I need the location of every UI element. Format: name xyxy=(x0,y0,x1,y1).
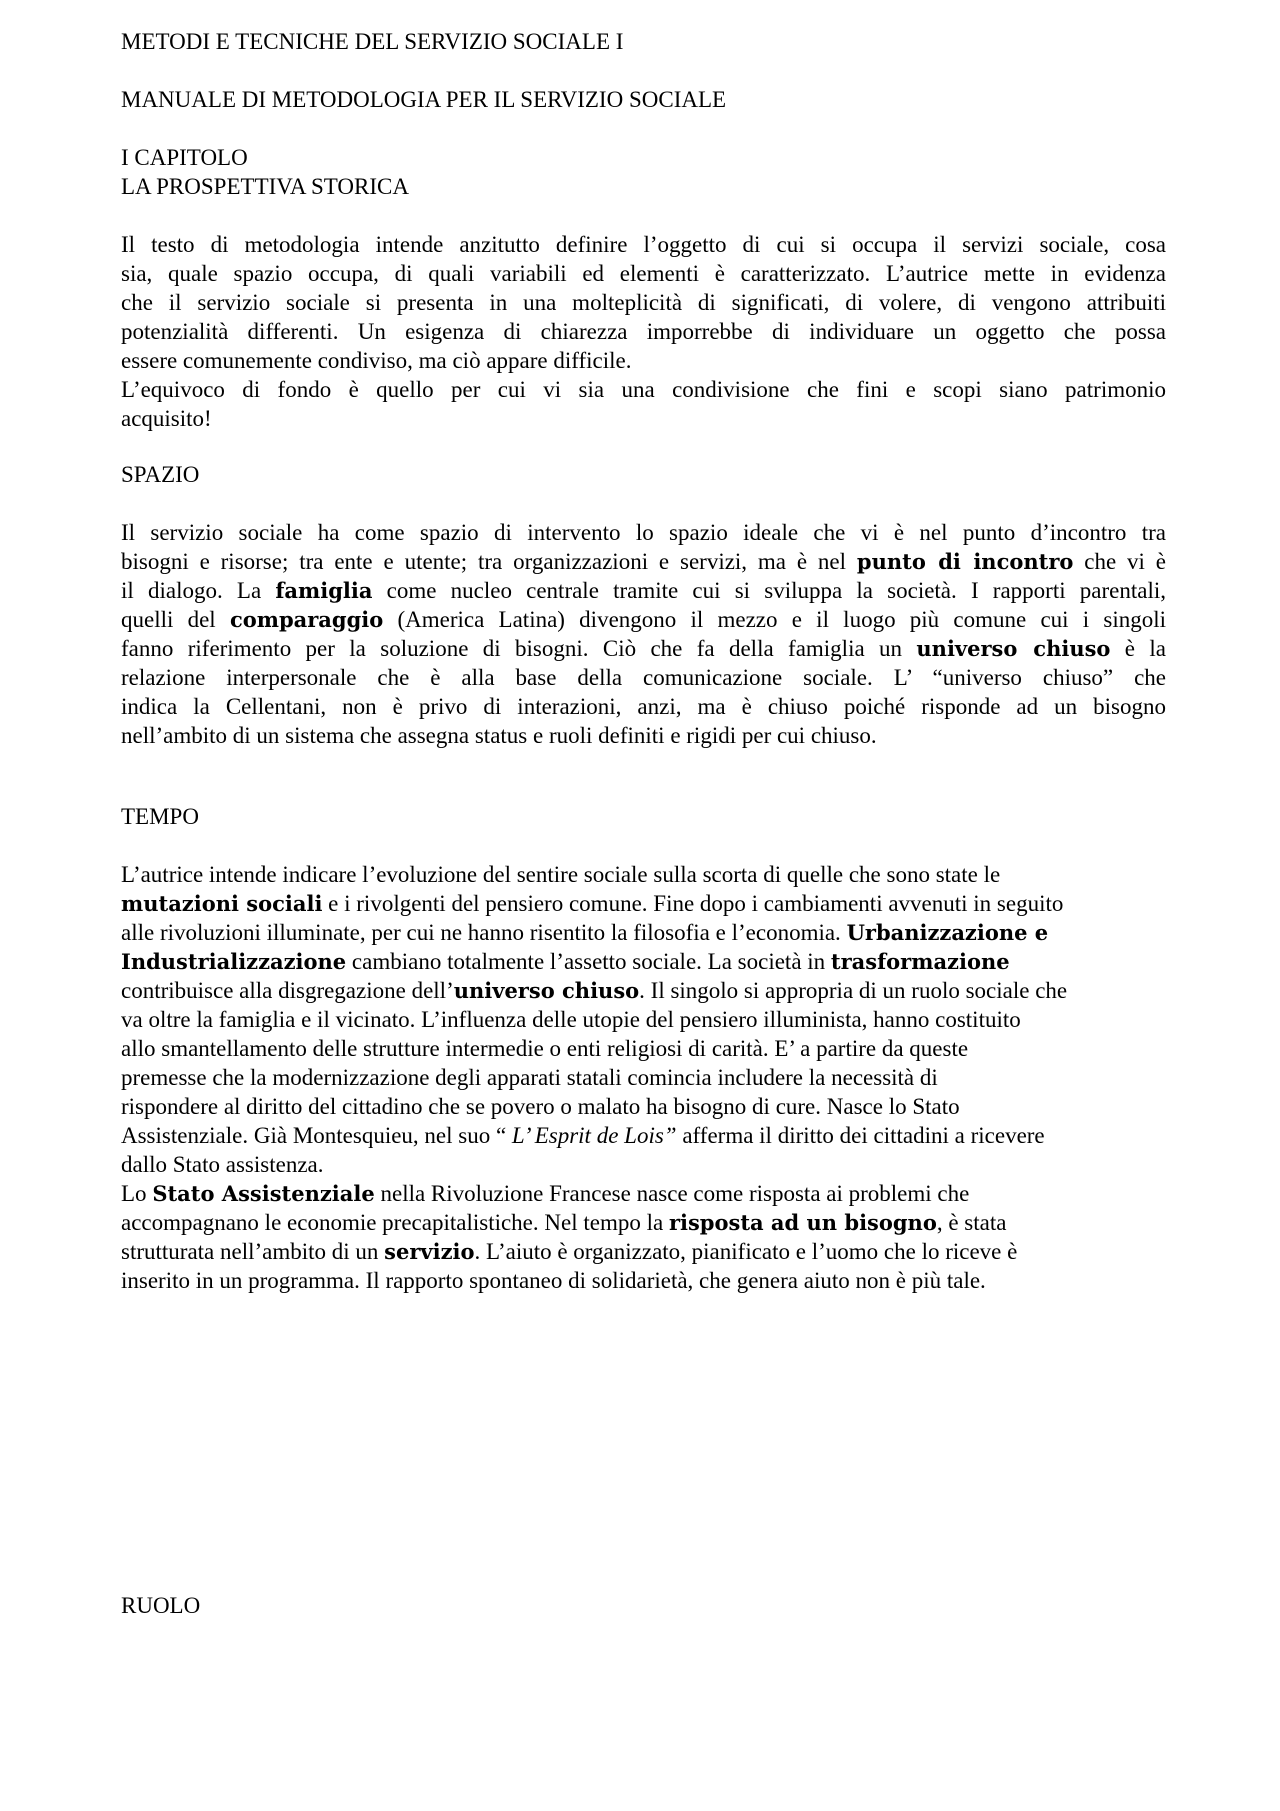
spazio-paragraph xyxy=(121,518,1166,750)
text-line: strutturata nell’ambito di un servizio. L’aiuto è organizzato, pianificato e l’uomo che lo riceve è xyxy=(121,1239,1018,1264)
text-line: accompagnano le economie precapitalistiche. Nel tempo la risposta ad un bisogno, è stata xyxy=(121,1210,1007,1235)
text-line: mutazioni sociali e i rivolgenti del pensiero comune. Fine dopo i cambiamenti avvenuti in seguito xyxy=(121,891,1064,916)
text-line: L’autrice intende indicare l’evoluzione del sentire sociale sulla scorta di quelle che sono state le xyxy=(121,862,1001,887)
text-line: Industrializzazione cambiano totalmente l’assetto sociale. La società in trasformazione xyxy=(121,949,1010,974)
text-line: nell’ambito di un sistema che assegna status e ruoli definiti e rigidi per cui chiuso. xyxy=(121,723,877,748)
bold-term: universo chiuso xyxy=(916,636,1111,661)
text-line: rispondere al diritto del cittadino che se povero o malato ha bisogno di cure. Nasce lo Stato xyxy=(121,1094,960,1119)
text-line: che il servizio sociale si presenta in una molteplicità di significati, di volere, di vengono attribuiti xyxy=(121,290,1166,315)
document-title: METODI E TECNICHE DEL SERVIZIO SOCIALE I xyxy=(121,29,624,54)
section-heading-ruolo: RUOLO xyxy=(121,1593,201,1618)
text-line: potenzialità differenti. Un esigenza di chiarezza imporrebbe di individuare un oggetto che possa xyxy=(121,319,1166,344)
section-heading-spazio: SPAZIO xyxy=(121,462,200,487)
text-line: premesse che la modernizzazione degli apparati statali comincia includere la necessità di xyxy=(121,1065,938,1090)
text-line: acquisito! xyxy=(121,406,212,431)
text-line: allo smantellamento delle strutture intermedie o enti religiosi di carità. E’ a partire da queste xyxy=(121,1036,969,1061)
tempo-paragraph xyxy=(121,860,1166,1295)
chapter-title: LA PROSPETTIVA STORICA xyxy=(121,174,409,199)
text-line: inserito in un programma. Il rapporto spontaneo di solidarietà, che genera aiuto non è più tale. xyxy=(121,1268,986,1293)
intro-paragraph xyxy=(121,230,1166,433)
text-line: Il testo di metodologia intende anzitutto definire l’oggetto di cui si occupa il servizi sociale, cosa xyxy=(121,232,1166,257)
bold-term: Industrializzazione xyxy=(121,949,347,974)
bold-term: risposta ad un bisogno xyxy=(668,1210,937,1235)
text-line: L’equivoco di fondo è quello per cui vi sia una condivisione che fini e scopi siano patrimonio xyxy=(121,377,1166,402)
text-line: Assistenziale. Già Montesquieu, nel suo “ L’ Esprit de Lois” afferma il diritto dei cittadini a ricevere xyxy=(121,1123,1045,1148)
text-line: relazione interpersonale che è alla base della comunicazione sociale. L’ “universo chiuso” che xyxy=(121,665,1166,690)
bold-term: mutazioni sociali xyxy=(121,891,323,916)
text-line: fanno riferimento per la soluzione di bisogni. Ciò che fa della famiglia un universo chiuso è la xyxy=(121,636,1166,661)
text-line: Lo Stato Assistenziale nella Rivoluzione Francese nasce come risposta ai problemi che xyxy=(121,1181,970,1206)
bold-term: Stato Assistenziale xyxy=(152,1181,375,1206)
chapter-number: I CAPITOLO xyxy=(121,145,248,170)
bold-term: comparaggio xyxy=(229,607,384,632)
text-line: il dialogo. La famiglia come nucleo centrale tramite cui si sviluppa la società. I rapporti parentali, xyxy=(121,578,1167,603)
document-subtitle: MANUALE DI METODOLOGIA PER IL SERVIZIO SOCIALE xyxy=(121,87,727,112)
text-line: essere comunemente condiviso, ma ciò appare difficile. xyxy=(121,348,632,373)
text-line: contribuisce alla disgregazione dell’universo chiuso. Il singolo si appropria di un ruolo sociale che xyxy=(121,978,1068,1003)
text-line: va oltre la famiglia e il vicinato. L’influenza delle utopie del pensiero illuminista, hanno costituito xyxy=(121,1007,1021,1032)
italic-title: L’ Esprit de Lois” xyxy=(511,1123,677,1148)
text-line: bisogni e risorse; tra ente e utente; tra organizzazioni e servizi, ma è nel punto di incontro che vi è xyxy=(121,549,1167,574)
text-line: alle rivoluzioni illuminate, per cui ne hanno risentito la filosofia e l’economia. Urbanizzazione e xyxy=(121,920,1049,945)
text-line: quelli del comparaggio (America Latina) divengono il mezzo e il luogo più comune cui i singoli xyxy=(121,607,1166,632)
bold-term: punto di incontro xyxy=(856,549,1074,574)
text-line: sia, quale spazio occupa, di quali variabili ed elementi è caratterizzato. L’autrice mette in evidenza xyxy=(121,261,1166,286)
bold-term: servizio xyxy=(384,1239,475,1264)
section-heading-tempo: TEMPO xyxy=(121,804,199,829)
bold-term: trasformazione xyxy=(830,949,1010,974)
text-line: indica la Cellentani, non è privo di interazioni, anzi, ma è chiuso poiché risponde ad un bisogno xyxy=(121,694,1166,719)
text-line: dallo Stato assistenza. xyxy=(121,1152,324,1177)
bold-term: famiglia xyxy=(275,578,373,603)
text-line: Il servizio sociale ha come spazio di intervento lo spazio ideale che vi è nel punto d’incontro tra xyxy=(121,520,1166,545)
bold-term: universo chiuso xyxy=(453,978,640,1003)
bold-term: Urbanizzazione e xyxy=(846,920,1049,945)
document-body xyxy=(121,27,1166,1620)
